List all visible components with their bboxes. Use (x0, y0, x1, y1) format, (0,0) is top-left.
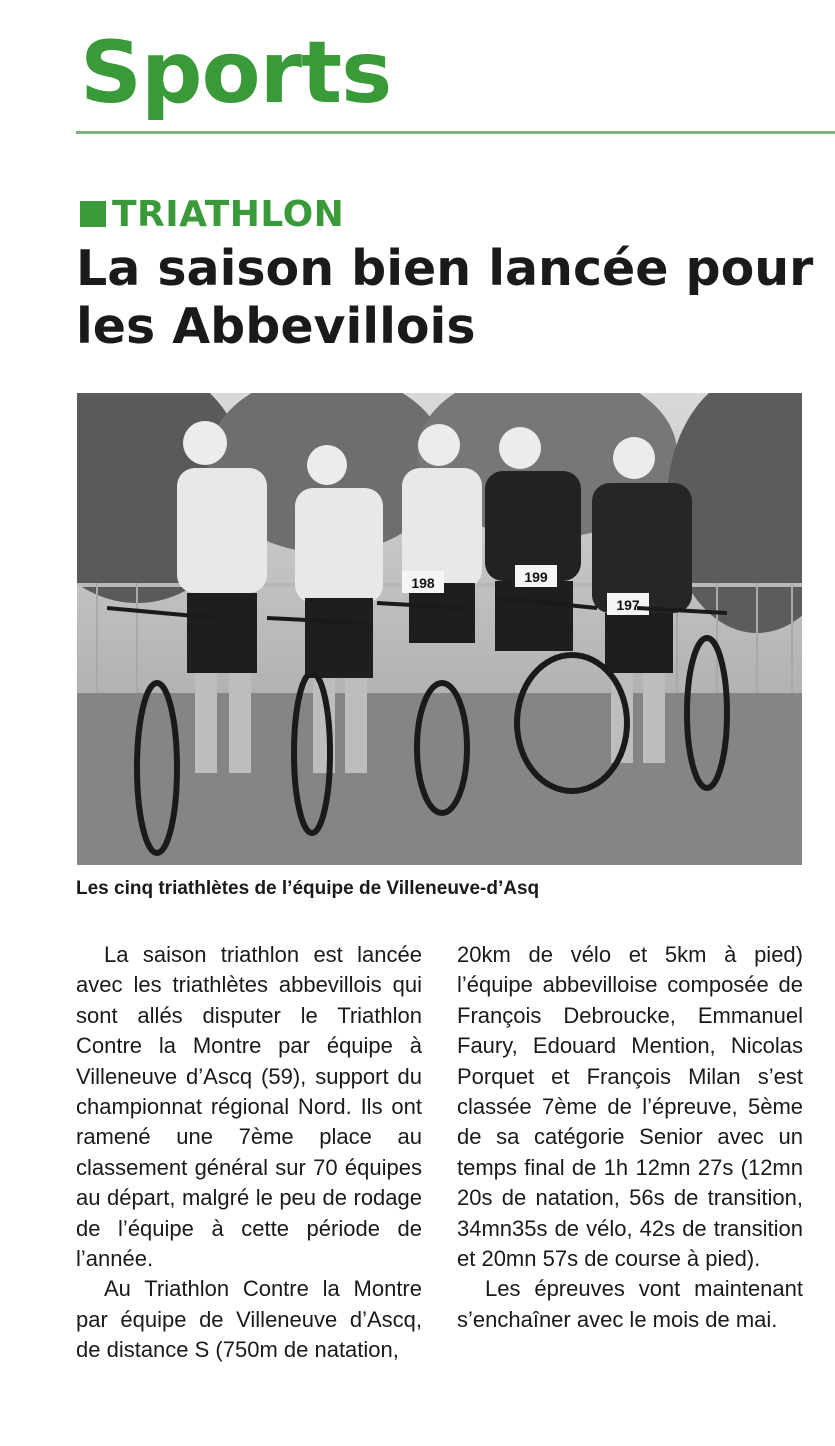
article-paragraph: Au Triathlon Contre la Montre par équipe de Villeneuve d’Ascq, de distance S (750m de natation, (76, 1276, 422, 1363)
article-paragraph: La saison triathlon est lancée avec les triathlètes abbevillois qui sont allés disputer le Triathlon Contre la Montre par équipe à Villeneuve d’Ascq (59), support du championnat régional Nord. Ils ont ramené une 7ème place au classement général sur 70 équipes au départ, malgré le peu de rodage de l’équipe à cette période de l’année. (76, 942, 422, 1272)
kicker-square-icon (80, 201, 106, 227)
team-photo-illustration (77, 393, 802, 865)
section-divider (76, 131, 835, 134)
article-paragraph: 20km de vélo et 5km à pied) l’équipe abbevilloise composée de François Debroucke, Emmanuel Faury, Edouard Mention, Nicolas Porquet et François Milan s’est classée 7ème de l’épreuve, 5ème de sa catégorie Senior avec un temps final de 1h 12mn 27s (12mn 20s de natation, 56s de transition, 34mn35s de vélo, 42s de transition et 20mn 57s de course à pied). (457, 942, 803, 1272)
article-headline: La saison bien lancée pour les Abbevillois (76, 240, 814, 355)
bib-number: 197 (616, 597, 640, 613)
section-title: Sports (80, 23, 392, 123)
bib-number: 198 (411, 575, 435, 591)
article-kicker (80, 192, 344, 236)
bib-number: 199 (524, 569, 548, 585)
article-paragraph: Les épreuves vont maintenant s’enchaîner avec le mois de mai. (457, 1276, 803, 1332)
article-column-right (457, 940, 803, 1335)
article-photo (77, 393, 802, 865)
kicker-label: TRIATHLON (112, 193, 345, 235)
article-column-left (76, 940, 422, 1366)
photo-caption: Les cinq triathlètes de l’équipe de Villeneuve-d’Asq (76, 878, 540, 899)
